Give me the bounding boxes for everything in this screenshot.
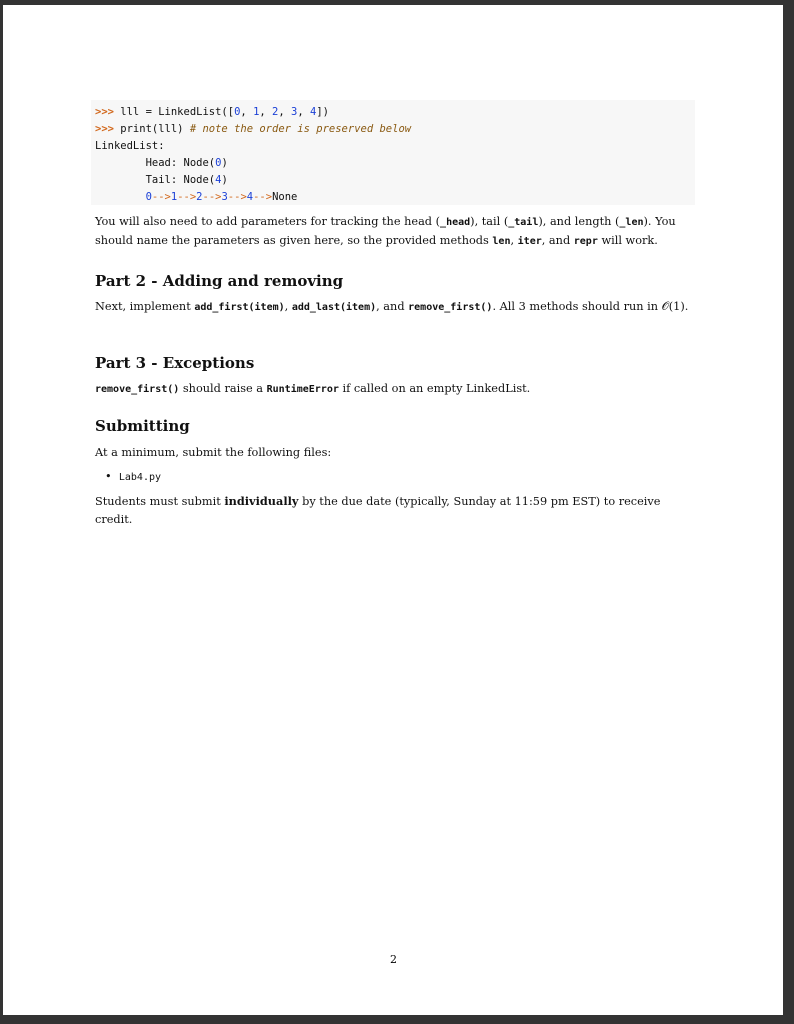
paragraph-part-2 <box>95 298 695 317</box>
number: 0 <box>234 106 241 118</box>
paragraph-part-3 <box>95 380 695 399</box>
arrow: --> <box>227 191 247 203</box>
number: 2 <box>272 106 279 118</box>
number: 0 <box>145 191 152 203</box>
text: Next, implement <box>95 300 195 313</box>
code-text: ) <box>221 157 228 169</box>
inline-code: add_last(item) <box>291 302 377 313</box>
page-number: 2 <box>390 953 397 966</box>
text: , <box>510 234 518 247</box>
inline-code: _head <box>440 217 471 228</box>
arrow: --> <box>202 191 222 203</box>
inline-code: add_first(item) <box>194 302 285 313</box>
text: ), and length ( <box>538 215 620 228</box>
text: ), tail ( <box>470 215 509 228</box>
text: ). You should name the parameters as given here, so the provided methods <box>95 215 676 247</box>
number: 2 <box>196 191 203 203</box>
paragraph-deadline <box>95 492 695 529</box>
text: , and <box>541 234 574 247</box>
arrow: --> <box>253 191 273 203</box>
prompt: >>> <box>95 123 114 135</box>
document-page <box>3 5 783 1015</box>
arrow: --> <box>177 191 197 203</box>
code-line <box>95 191 297 203</box>
heading-submitting: Submitting <box>95 417 190 435</box>
code-line: LinkedList: <box>95 140 165 152</box>
code-line <box>95 123 411 135</box>
code-text: ]) <box>316 106 329 118</box>
code-text: None <box>272 191 298 203</box>
text: will work. <box>597 234 658 247</box>
file-list-item <box>105 468 705 487</box>
math: 𝒪(1) <box>661 300 685 313</box>
text: You will also need to add parameters for tracking the head ( <box>95 215 441 228</box>
code-example <box>91 100 695 205</box>
sep: , <box>240 106 254 118</box>
code-line <box>95 157 228 169</box>
text: . All 3 methods should run in <box>492 300 662 313</box>
number: 0 <box>215 157 222 169</box>
code-comment: # note the order is preserved below <box>189 123 412 135</box>
sep: , <box>259 106 273 118</box>
arrow: --> <box>151 191 171 203</box>
number: 3 <box>291 106 298 118</box>
heading-part-2: Part 2 - Adding and removing <box>95 272 344 290</box>
emphasis: individually <box>224 494 299 508</box>
heading-part-3: Part 3 - Exceptions <box>95 354 255 372</box>
file-name: Lab4.py <box>118 472 162 483</box>
sep: , <box>297 106 311 118</box>
inline-code: _tail <box>508 217 539 228</box>
number: 4 <box>246 191 254 203</box>
inline-code: remove_first() <box>95 384 180 395</box>
code-text: Head: Node( <box>95 157 216 169</box>
text: by the due date (typically, Sunday at 11:59 pm EST) to receive credit. <box>95 495 661 526</box>
bullet: • <box>105 470 119 483</box>
code-text: lll = LinkedList([ <box>113 106 235 118</box>
code-text: Tail: Node( <box>95 174 216 186</box>
code-line <box>95 174 228 186</box>
paragraph-parameters <box>95 213 695 251</box>
text: should raise a <box>179 382 267 395</box>
number: 4 <box>215 174 222 186</box>
text: . <box>684 300 689 313</box>
inline-code: len <box>492 236 511 247</box>
code-text: ) <box>221 174 228 186</box>
text: if called on an empty LinkedList. <box>338 382 531 395</box>
number: 4 <box>310 106 317 118</box>
inline-code: repr <box>573 236 598 247</box>
text: Students must submit <box>95 495 225 508</box>
indent <box>95 191 146 203</box>
number: 1 <box>253 106 260 118</box>
prompt: >>> <box>95 106 114 118</box>
code-line <box>95 106 329 118</box>
inline-code: remove_first() <box>408 302 493 313</box>
inline-code: iter <box>517 236 542 247</box>
code-text: print(lll) <box>113 123 190 135</box>
text: , <box>284 300 292 313</box>
inline-code: _len <box>619 217 644 228</box>
number: 3 <box>221 191 228 203</box>
text: , and <box>376 300 409 313</box>
inline-code: RuntimeError <box>266 384 339 395</box>
number: 1 <box>170 191 178 203</box>
paragraph-submit: At a minimum, submit the following files: <box>95 446 332 459</box>
sep: , <box>278 106 292 118</box>
